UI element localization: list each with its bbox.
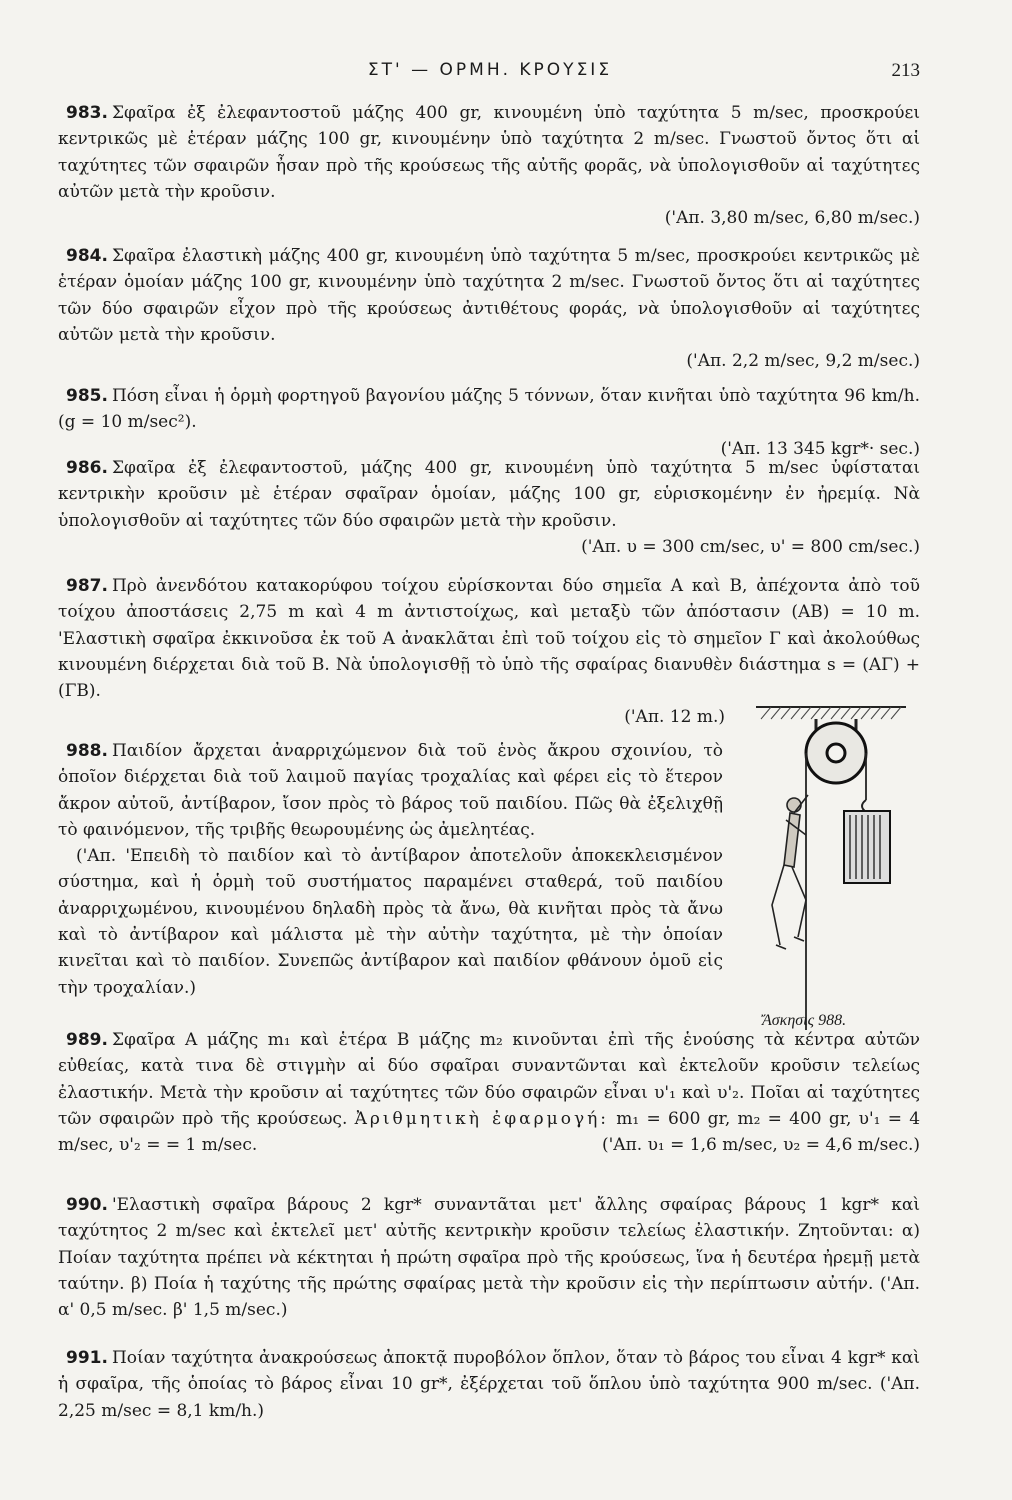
problem-text: Ποίαν ταχύτητα ἀνακρούσεως ἀποκτᾷ πυροβόλον ὅπλον, ὅταν τὸ βάρος του εἶναι 4 kgr* καὶ ἡ σφαῖρα, τῆς ὁποίας τὸ βάρος εἶναι 10 gr*, ἐξέρχεται τοῦ ὅπλου ὑπὸ ταχύτητα 900 m/sec. xyxy=(58,1348,920,1395)
climber xyxy=(772,795,808,949)
problem-989 xyxy=(58,1027,920,1159)
problem-number: 990. xyxy=(66,1195,108,1215)
problem-text: Σφαῖρα ἐξ ἐλεφαντοστοῦ μάζης 400 gr, κινουμένη ὑπὸ ταχύτητα 5 m/sec, προσκρούει κεντρικῶς μὲ ἑτέραν μάζης 100 gr, κινουμένην ὑπὸ ταχύτητα 2 m/sec. Γνωστοῦ ὄντος ὅτι αἱ ταχύτητες τῶν σφαιρῶν ἦσαν πρὸ τῆς κρούσεως τῆς αὐτῆς φορᾶς, νὰ ὑπολογισθοῦν αἱ ταχύτητες αὐτῶν μετὰ τὴν κροῦσιν. xyxy=(58,103,920,202)
problem-answer: ('Απ. 3,80 m/sec, 6,80 m/sec.) xyxy=(664,208,920,229)
problem-text: 'Ελαστικὴ σφαῖρα βάρους 2 kgr* συναντᾶται μετ' ἄλλης σφαίρας βάρους 1 kgr* καὶ ταχύτητος 2 m/sec καὶ ἐκτελεῖ μετ' αὐτῆς κεντρικὴν κροῦσιν τελείως ἐλαστικήν. Ζητοῦνται: α) Ποίαν ταχύτητα πρέπει νὰ κέκτηται ἡ πρώτη σφαῖρα πρὸ τῆς κρούσεως, ἵνα ἡ δευτέρα ἠρεμῇ μετὰ ταύτην. β) Ποία ἡ ταχύτης τῆς πρώτης σφαίρας μετὰ τὴν κροῦσιν εἰς τὴν περίπτωσιν αὐτήν. xyxy=(58,1195,920,1294)
problem-text: Πρὸ ἀνενδότου κατακορύφου τοίχου εὑρίσκονται δύο σημεῖα Α καὶ Β, ἀπέχοντα ἀπὸ τοῦ τοίχου ἀποστάσεις 2,75 m καὶ 4 m ἀντιστοίχως, καὶ μεταξὺ τῶν ἀπόστασιν (ΑΒ) = 10 m. 'Ελαστικὴ σφαῖρα ἐκκινοῦσα ἐκ τοῦ Α ἀνακλᾶται ἐπὶ τοῦ τοίχου εἰς τὸ σημεῖον Γ καὶ ἀκολούθως κινουμένη διέρχεται διὰ τοῦ Β. Νὰ ὑπολογισθῇ τὸ ὑπὸ τῆς σφαίρας διανυθὲν διάστημα s = (ΑΓ) + (ΓΒ). xyxy=(58,576,920,702)
problem-number: 991. xyxy=(66,1348,108,1368)
figure-caption: Ἄσκησις 988. xyxy=(762,1012,847,1029)
pulley-climber-figure xyxy=(736,705,936,1035)
problem-answer: ('Απ. 12 m.) xyxy=(624,707,725,728)
page-header xyxy=(60,60,920,90)
problem-answer: ('Απ. 2,25 m/sec = 8,1 km/h.) xyxy=(58,1374,920,1421)
problem-answer: ('Απ. υ = 300 cm/sec, υ' = 800 cm/sec.) xyxy=(581,536,920,557)
problem-answer: ('Απ. 2,2 m/sec, 9,2 m/sec.) xyxy=(686,351,920,372)
ceiling-hatch xyxy=(761,707,901,719)
page-number: 213 xyxy=(891,60,920,81)
problem-985 xyxy=(58,383,920,462)
problem-answer: ('Απ. 'Επειδὴ τὸ παιδίον καὶ τὸ ἀντίβαρον ἀποτελοῦν ἀποκεκλεισμένον σύστημα, καὶ ἡ ὁρμὴ τοῦ συστήματος παραμένει σταθερά, τοῦ παιδίου ἀναρριχωμένου, κινουμένου δηλαδὴ πρὸς τὰ ἄνω, θὰ κινῆται πρὸς τὰ ἄνω καὶ τὸ ἀντίβαρον καὶ μάλιστα μὲ τὴν αὐτὴν ταχύτητα, μὲ τὴν ὁποίαν κινεῖται καὶ τὸ παιδίον. Συνεπῶς ἀντίβαρον καὶ παιδίον φθάνουν ὁμοῦ εἰς τὴν τροχαλίαν.) xyxy=(58,846,723,998)
problem-text: Πόση εἶναι ἡ ὁρμὴ φορτηγοῦ βαγονίου μάζης 5 τόννων, ὅταν κινῆται ὑπὸ ταχύτητα 96 km/h. (g = 10 m/sec²). xyxy=(58,386,920,433)
pulley-axle xyxy=(827,744,845,762)
problem-text: Παιδίον ἄρχεται ἀναρριχώμενον διὰ τοῦ ἑνὸς ἄκρου σχοινίου, τὸ ὁποῖον διέρχεται διὰ τοῦ λαιμοῦ παγίας τροχαλίας καὶ φέρει εἰς τὸ ἕτερον ἄκρον αὐτοῦ, ἀντίβαρον, ἴσον πρὸς τὸ βάρος τοῦ παιδίου. Πῶς θὰ ἐξελιχθῇ τὸ φαινόμενον, τῆς τριβῆς θεωρουμένης ὡς ἀμελητέας. xyxy=(58,741,723,840)
problem-number: 987. xyxy=(66,576,108,596)
problem-answer: ('Απ. α' 0,5 m/sec. β' 1,5 m/sec.) xyxy=(58,1273,920,1321)
problem-990 xyxy=(58,1192,920,1323)
problem-answer: ('Απ. υ₁ = 1,6 m/sec, υ₂ = 4,6 m/sec.) xyxy=(602,1135,920,1156)
running-head: ΣΤ' — ΟΡΜΗ. ΚΡΟΥΣΙΣ xyxy=(367,60,613,80)
problem-984 xyxy=(58,243,920,374)
problem-number: 985. xyxy=(66,386,108,406)
problem-983 xyxy=(58,100,920,231)
problem-number: 989. xyxy=(66,1030,108,1050)
problem-text: Σφαῖρα ἐλαστικὴ μάζης 400 gr, κινουμένη ὑπὸ ταχύτητα 5 m/sec, προσκρούει κεντρικῶς μὲ ἑτέραν ὁμοίαν μάζης 100 gr, κινουμένην ὑπὸ ταχύτητα 2 m/sec. Γνωστοῦ ὄντος ὅτι αἱ ταχύτητες τῶν δύο σφαιρῶν εἶχον πρὸ τῆς κρούσεως ἀντιθέτους φοράς, νὰ ὑπολογισθοῦν αἱ ταχύτητες αὐτῶν μετὰ τὴν κροῦσιν. xyxy=(58,246,920,345)
problem-number: 986. xyxy=(66,458,108,478)
problem-number: 983. xyxy=(66,103,108,123)
problem-986 xyxy=(58,455,920,560)
counterweight xyxy=(844,811,890,883)
problem-991 xyxy=(58,1345,920,1424)
problem-988 xyxy=(58,738,723,1001)
application-values: m₁ = 600 gr, m₂ = 400 gr, υ'₁ = 4 m/sec, υ'₂ = = 1 m/sec. xyxy=(58,1108,921,1156)
problem-number: 988. xyxy=(66,741,108,761)
problem-text: Σφαῖρα Α μάζης m₁ καὶ ἑτέρα Β μάζης m₂ κινοῦνται ἐπὶ τῆς ἑνούσης τὰ κέντρα αὐτῶν εὐθείας, κατὰ τινα δὲ στιγμὴν αἱ δύο σφαῖραι συναντῶνται καὶ ἐκτελοῦν κροῦσιν τελείως ἐλαστικήν. Μετὰ τὴν κροῦσιν αἱ ταχύτητες τῶν δύο σφαιρῶν εἶναι υ'₁ καὶ υ'₂. Ποῖαι αἱ ταχύτητες τῶν σφαιρῶν πρὸ τῆς κρούσεως. xyxy=(58,1030,920,1129)
application-label: Ἀριθμητικὴ ἐφαρμογή: xyxy=(354,1108,610,1129)
problem-answer: ('Απ. 13 345 kgr*· sec.) xyxy=(720,438,920,459)
problem-number: 984. xyxy=(66,246,108,266)
problem-text: Σφαῖρα ἐξ ἐλεφαντοστοῦ, μάζης 400 gr, κινουμένη ὑπὸ ταχύτητα 5 m/sec ὑφίσταται κεντρικὴν κροῦσιν μὲ ἑτέραν σφαῖραν ὁμοίαν, μάζης 100 gr, εὑρισκομένην ἐν ἠρεμίᾳ. Νὰ ὑπολογισθοῦν αἱ ταχύτητες τῶν δύο σφαιρῶν μετὰ τὴν κροῦσιν. xyxy=(58,458,920,531)
